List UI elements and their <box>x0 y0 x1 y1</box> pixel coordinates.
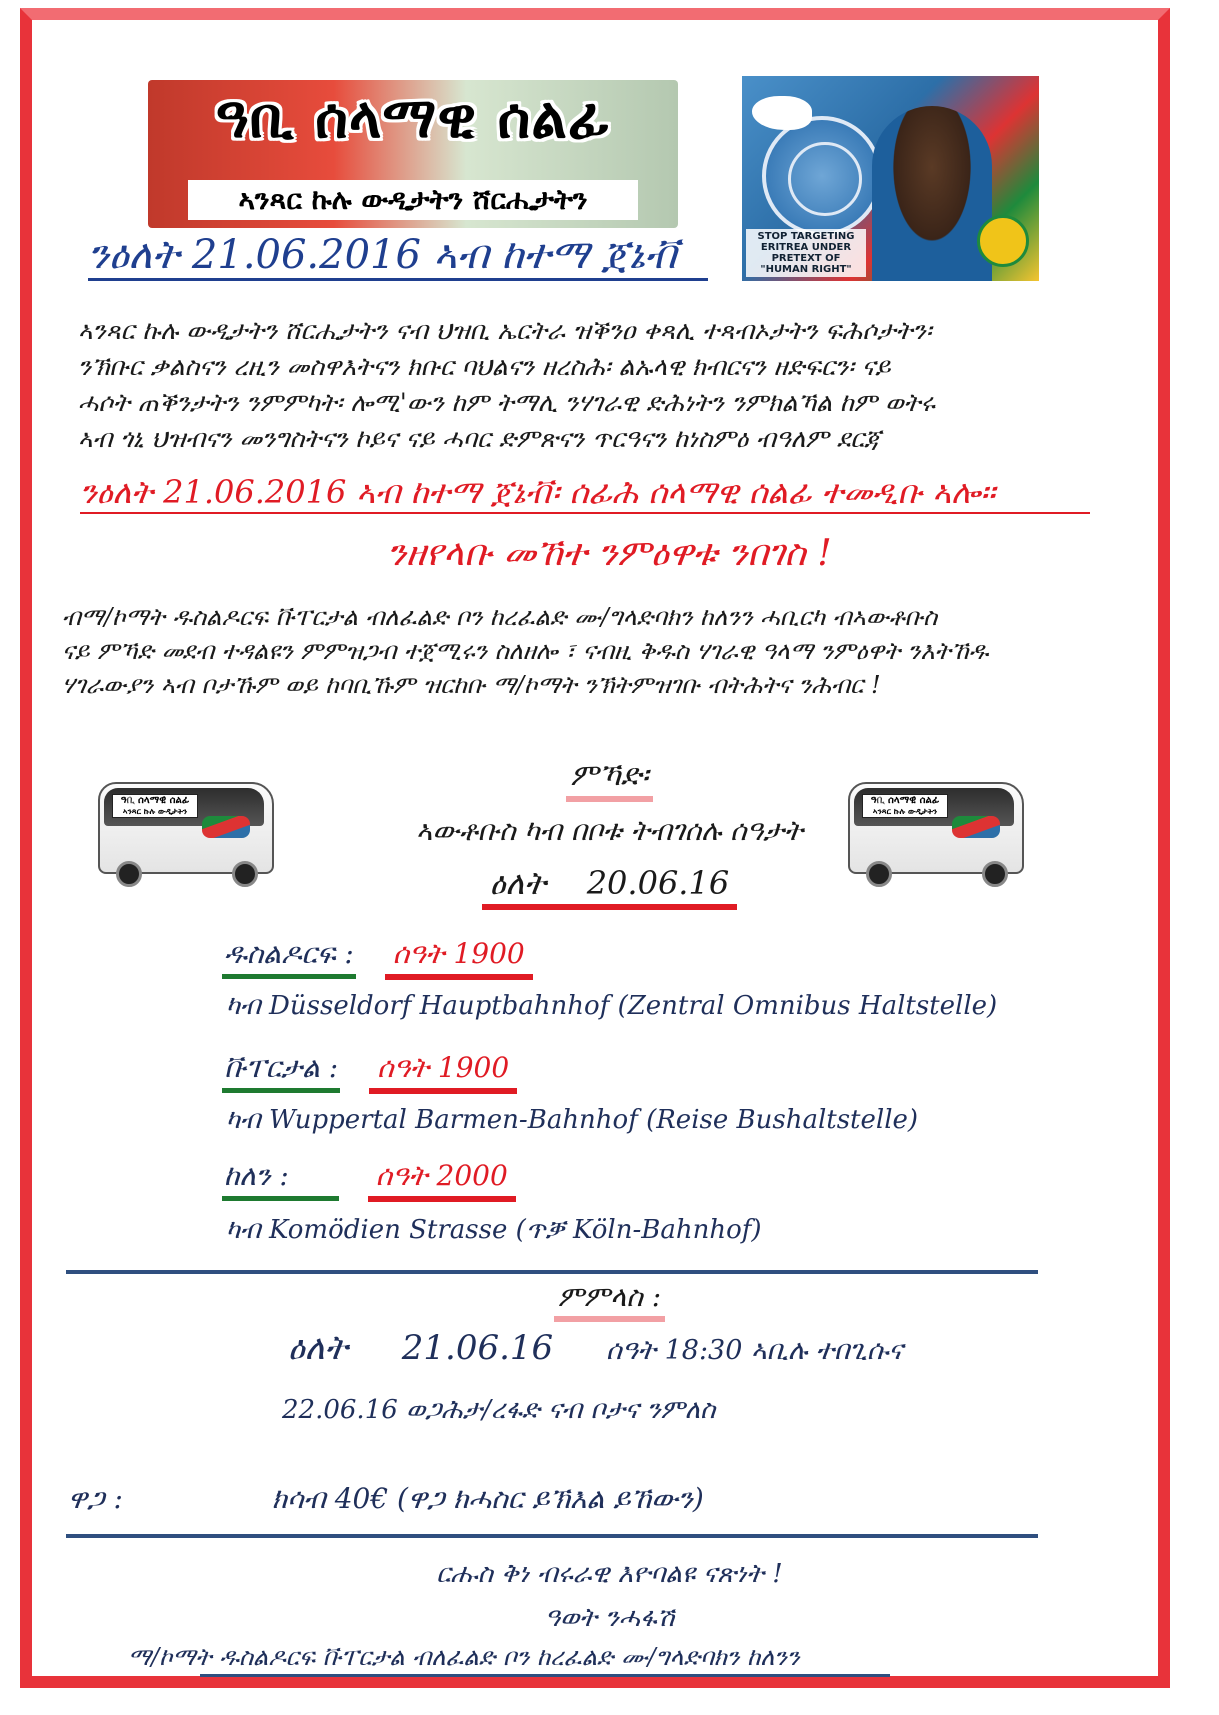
divider <box>200 1674 890 1677</box>
stop-dusseldorf <box>222 934 533 980</box>
bus-sign: ዓቢ ሰላማዊ ሰልፊ ኣንጻር ኩሉ ውዲታትን <box>112 794 198 818</box>
stop-city: ቩፐርታል : <box>222 1048 340 1093</box>
slogan: ንዘየላቡ መኸተ ንምዕዋቱ ንበገስ ! <box>387 533 832 574</box>
stop-time: ሰዓት 1900 <box>369 1048 517 1094</box>
price-label: ዋጋ : <box>68 1482 123 1515</box>
dove-icon <box>752 96 812 130</box>
intro-paragraph <box>78 313 1118 457</box>
stop-address: ካብ Düsseldorf Hauptbahnhof (Zentral Omnibus Haltstelle) <box>226 991 998 1021</box>
bus-sign: ዓቢ ሰላማዊ ሰልፊ ኣንጻር ኩሉ ውዲታትን <box>862 794 948 818</box>
arrival-line: 22.06.16 ወጋሕታ/ረፋድ ናብ ቦታና ንምለስ <box>282 1395 716 1425</box>
stop-time: ሰዓት 1900 <box>385 934 533 980</box>
intro-line: ኣንጻር ኩሉ ውዲታትን ሸርሒታትን ናብ ህዝቢ ኤርትራ ዝቕንዐ ቀጻሊ ተጻብኦታትን ፍሕሶታትን፡ <box>78 316 932 345</box>
event-date-heading: ንዕለት 21.06.2016 ኣብ ከተማ ጀኔቭ <box>88 232 708 281</box>
departure-date: ዕለት 20.06.16 <box>482 862 737 910</box>
departure-heading-row <box>0 756 1219 802</box>
footer-organizers: ማ/ኮማት ዱስልዶርፍ ቩፐርታል ብለፈልድ ቦን ከረፈልድ ሙ/ግላድባክን ከለንን <box>128 1643 800 1671</box>
divider <box>66 1270 1038 1274</box>
intro-line: ሓሶት ጠቕንታትን ንምምካት፡ ሎሚ'ውን ከም ትማሊ ንሃገራዊ ድሕነትን ንምክልኻል ከም ወትሩ <box>78 388 935 417</box>
red-announcement: ንዕለት 21.06.2016 ኣብ ከተማ ጀኔቭ፡ ሰፊሕ ሰላማዊ ሰልፊ ተመዲቡ ኣሎ። <box>80 472 1090 514</box>
stop-wuppertal <box>222 1048 517 1094</box>
stop-city: ከለን : <box>222 1156 339 1201</box>
photo-caption: STOP TARGETING ERITREA UNDER PRETEXT OF "HUMAN RIGHT" <box>746 229 866 277</box>
return-time: ሰዓት 18:30 ኣቢሉ ተበጊሱና <box>606 1335 903 1366</box>
banner-title: ዓቢ ሰላማዊ ሰልፊ <box>215 86 611 151</box>
campaign-photo <box>742 76 1039 281</box>
departure-heading: ምኻድ፡ <box>566 756 652 802</box>
stop-city: ዱስልዶርፍ : <box>222 934 356 979</box>
footer-motto: ዓወት ንሓፋሽ <box>544 1603 675 1633</box>
intro-line: ንኽቡር ቃልስናን ረዚን መስዋእትናን ክቡር ባህልናን ዘረስሕ፡ ልኡላዊ ክብርናን ዘድፍርን፡ ናይ <box>78 352 891 381</box>
invitation-line: ሃገራውያን ኣብ ቦታኹም ወይ ከባቢኹም ዝርከቡ ማ/ኮማት ንኽትምዝገቡ ብትሕትና ንሕብር ! <box>62 671 881 699</box>
invitation-paragraph <box>62 600 1122 702</box>
departure-date-row <box>0 862 1219 910</box>
stop-address: ካብ Komödien Strasse (ጥቓ Köln-Bahnhof) <box>226 1215 762 1245</box>
un-emblem-icon <box>762 116 882 236</box>
invitation-line: ብማ/ኮማት ዱስልዶርፍ ቩፐርታል ብለፈልድ ቦን ከረፈልድ ሙ/ግላድባክን ከለንን ሓቢርካ ብኣውቶቡስ <box>62 603 938 631</box>
return-date: ዕለት 21.06.16 <box>288 1328 554 1368</box>
child-figure <box>872 106 992 281</box>
departure-note: ኣውቶቡስ ካብ በቦቱ ትብገሰሉ ሰዓታት <box>416 814 803 847</box>
eritrea-emblem-icon <box>977 215 1029 267</box>
stop-koln <box>222 1156 516 1202</box>
invitation-line: ናይ ምኻድ መደብ ተዳልዩን ምምዝጋብ ተጀሚሩን ስለዘሎ ፣ ናብዚ ቅዱስ ሃገራዊ ዓላማ ንምዕዋት ንእትኸዱ <box>62 637 989 665</box>
return-heading-row <box>0 1278 1219 1322</box>
return-heading: ምምላስ : <box>554 1278 665 1322</box>
event-banner <box>148 80 678 228</box>
footer-greeting: ርሑስ ቅነ ብሩራዊ እዮባልዩ ናጽነት ! <box>436 1559 783 1589</box>
stop-address: ካብ Wuppertal Barmen-Bahnhof (Reise Bushaltstelle) <box>226 1105 919 1135</box>
divider <box>66 1534 1038 1538</box>
stop-time: ሰዓት 2000 <box>368 1156 516 1202</box>
price-value: ክሳብ 40€ (ዋጋ ክሓስር ይኽእል ይኸውን) <box>272 1482 704 1515</box>
banner-subtitle: ኣንጻር ኩሉ ውዲታትን ሸርሒታትን <box>188 180 638 220</box>
intro-line: ኣብ ጎኒ ህዝብናን መንግስትናን ኮይና ናይ ሓባር ድምጽናን ጥርዓናን ከነስምዕ ብዓለም ደርጃ <box>78 424 881 453</box>
